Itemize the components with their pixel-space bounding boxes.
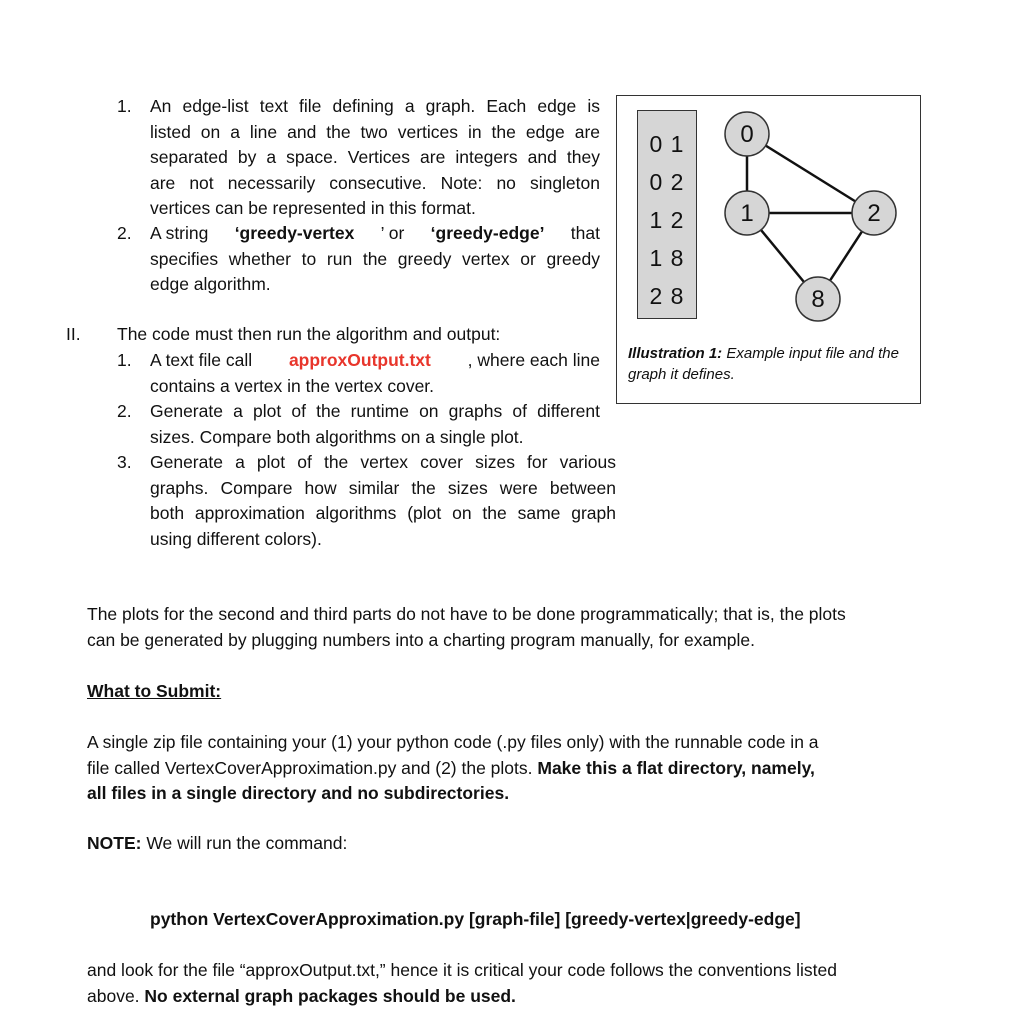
text-line: separated by a space. Vertices are integers and they xyxy=(150,147,600,167)
text-line: An edge-list text file defining a graph. Each edge is xyxy=(150,96,600,116)
submit-heading: What to Submit: xyxy=(87,681,222,701)
plots-note xyxy=(87,602,907,653)
note xyxy=(87,831,347,857)
caption-text: Example input file and the graph it defines. xyxy=(628,345,899,383)
note-label: NOTE: xyxy=(87,833,142,853)
text-line: specifies whether to run the greedy vertex or greedy xyxy=(150,248,600,269)
command-line: python VertexCoverApproximation.py [graph-file] [greedy-vertex|greedy-edge] xyxy=(150,909,801,929)
list-item-1 xyxy=(150,94,600,222)
edge-line: 0 2 xyxy=(649,169,685,195)
closing-text xyxy=(87,958,907,1009)
list-item-2 xyxy=(150,221,600,298)
option-greedy-edge: ‘greedy-edge’ xyxy=(430,223,545,243)
text-line: contains a vertex in the vertex cover. xyxy=(150,375,435,396)
list-number: 1. xyxy=(117,350,132,370)
text-line xyxy=(150,221,600,247)
list-item-runtime-plot xyxy=(150,399,600,450)
illustration-box xyxy=(616,95,921,404)
edge-line: 2 8 xyxy=(649,283,685,309)
list-number: 2. xyxy=(117,223,132,243)
text-line: graphs. Compare how similar the sizes were between xyxy=(150,477,616,498)
caption-label: Illustration 1: xyxy=(628,345,723,362)
text-fragment: above. xyxy=(87,985,145,1006)
graph-node-label: 0 xyxy=(740,121,754,148)
text-line: sizes. Compare both algorithms on a single plot. xyxy=(150,426,524,447)
text-line: The plots for the second and third parts do not have to be done programmatically; that is, the plots xyxy=(87,604,846,624)
emphasis-text: Make this a flat directory, namely, xyxy=(537,757,815,778)
text-fragment: A string xyxy=(150,223,209,243)
text-fragment: ’ or xyxy=(380,223,405,243)
text-line: and look for the file “approxOutput.txt,” hence it is critical your code follows the conventions listed xyxy=(87,960,837,980)
text-line: are not necessarily consecutive. Note: no singleton xyxy=(150,172,600,193)
text-fragment: that xyxy=(570,223,600,243)
section-intro: The code must then run the algorithm and output: xyxy=(117,324,501,344)
list-item-output-file xyxy=(150,348,600,399)
list-number: 1. xyxy=(117,96,132,116)
text-line: edge algorithm. xyxy=(150,274,271,294)
text-line: can be generated by plugging numbers into a charting program manually, for example. xyxy=(87,629,755,650)
graph-node-label: 2 xyxy=(867,200,881,227)
list-number: 3. xyxy=(117,452,132,472)
illustration-caption xyxy=(628,343,908,385)
edge-line: 1 8 xyxy=(649,245,685,271)
output-filename-highlight: approxOutput.txt xyxy=(288,350,431,370)
text-line xyxy=(150,348,600,374)
text-fragment: file called VertexCoverApproximation.py and (2) the plots. xyxy=(87,757,538,778)
text-line: Generate a plot of the runtime on graphs of different xyxy=(150,401,600,421)
text-line: vertices can be represented in this format. xyxy=(150,198,476,218)
edge-line: 0 1 xyxy=(649,131,685,157)
text-line: Generate a plot of the vertex cover sizes for various xyxy=(150,452,616,472)
option-greedy-vertex: ‘greedy-vertex xyxy=(234,223,355,243)
text-fragment: , where each line xyxy=(467,350,600,370)
text-line xyxy=(87,781,907,807)
text-line: A single zip file containing your (1) your python code (.py files only) with the runnable code in a xyxy=(87,732,819,752)
text-line xyxy=(87,984,907,1010)
roman-numeral: II. xyxy=(66,324,81,344)
text-line xyxy=(87,756,907,782)
edge-line: 1 2 xyxy=(649,207,685,233)
text-line: both approximation algorithms (plot on the same graph xyxy=(150,503,616,523)
text-line: using different colors). xyxy=(150,528,322,549)
graph-node-label: 8 xyxy=(811,286,825,313)
submit-text xyxy=(87,730,907,807)
list-number: 2. xyxy=(117,401,132,421)
emphasis-text: all files in a single directory and no subdirectories. xyxy=(87,783,510,803)
graph-node-label: 1 xyxy=(740,200,754,227)
note-text: We will run the command: xyxy=(141,833,348,853)
emphasis-text: No external graph packages should be used. xyxy=(144,985,516,1006)
text-fragment: A text file call xyxy=(150,350,253,370)
list-item-cover-size-plot xyxy=(150,450,616,552)
text-line: listed on a line and the two vertices in the edge are xyxy=(150,121,600,142)
